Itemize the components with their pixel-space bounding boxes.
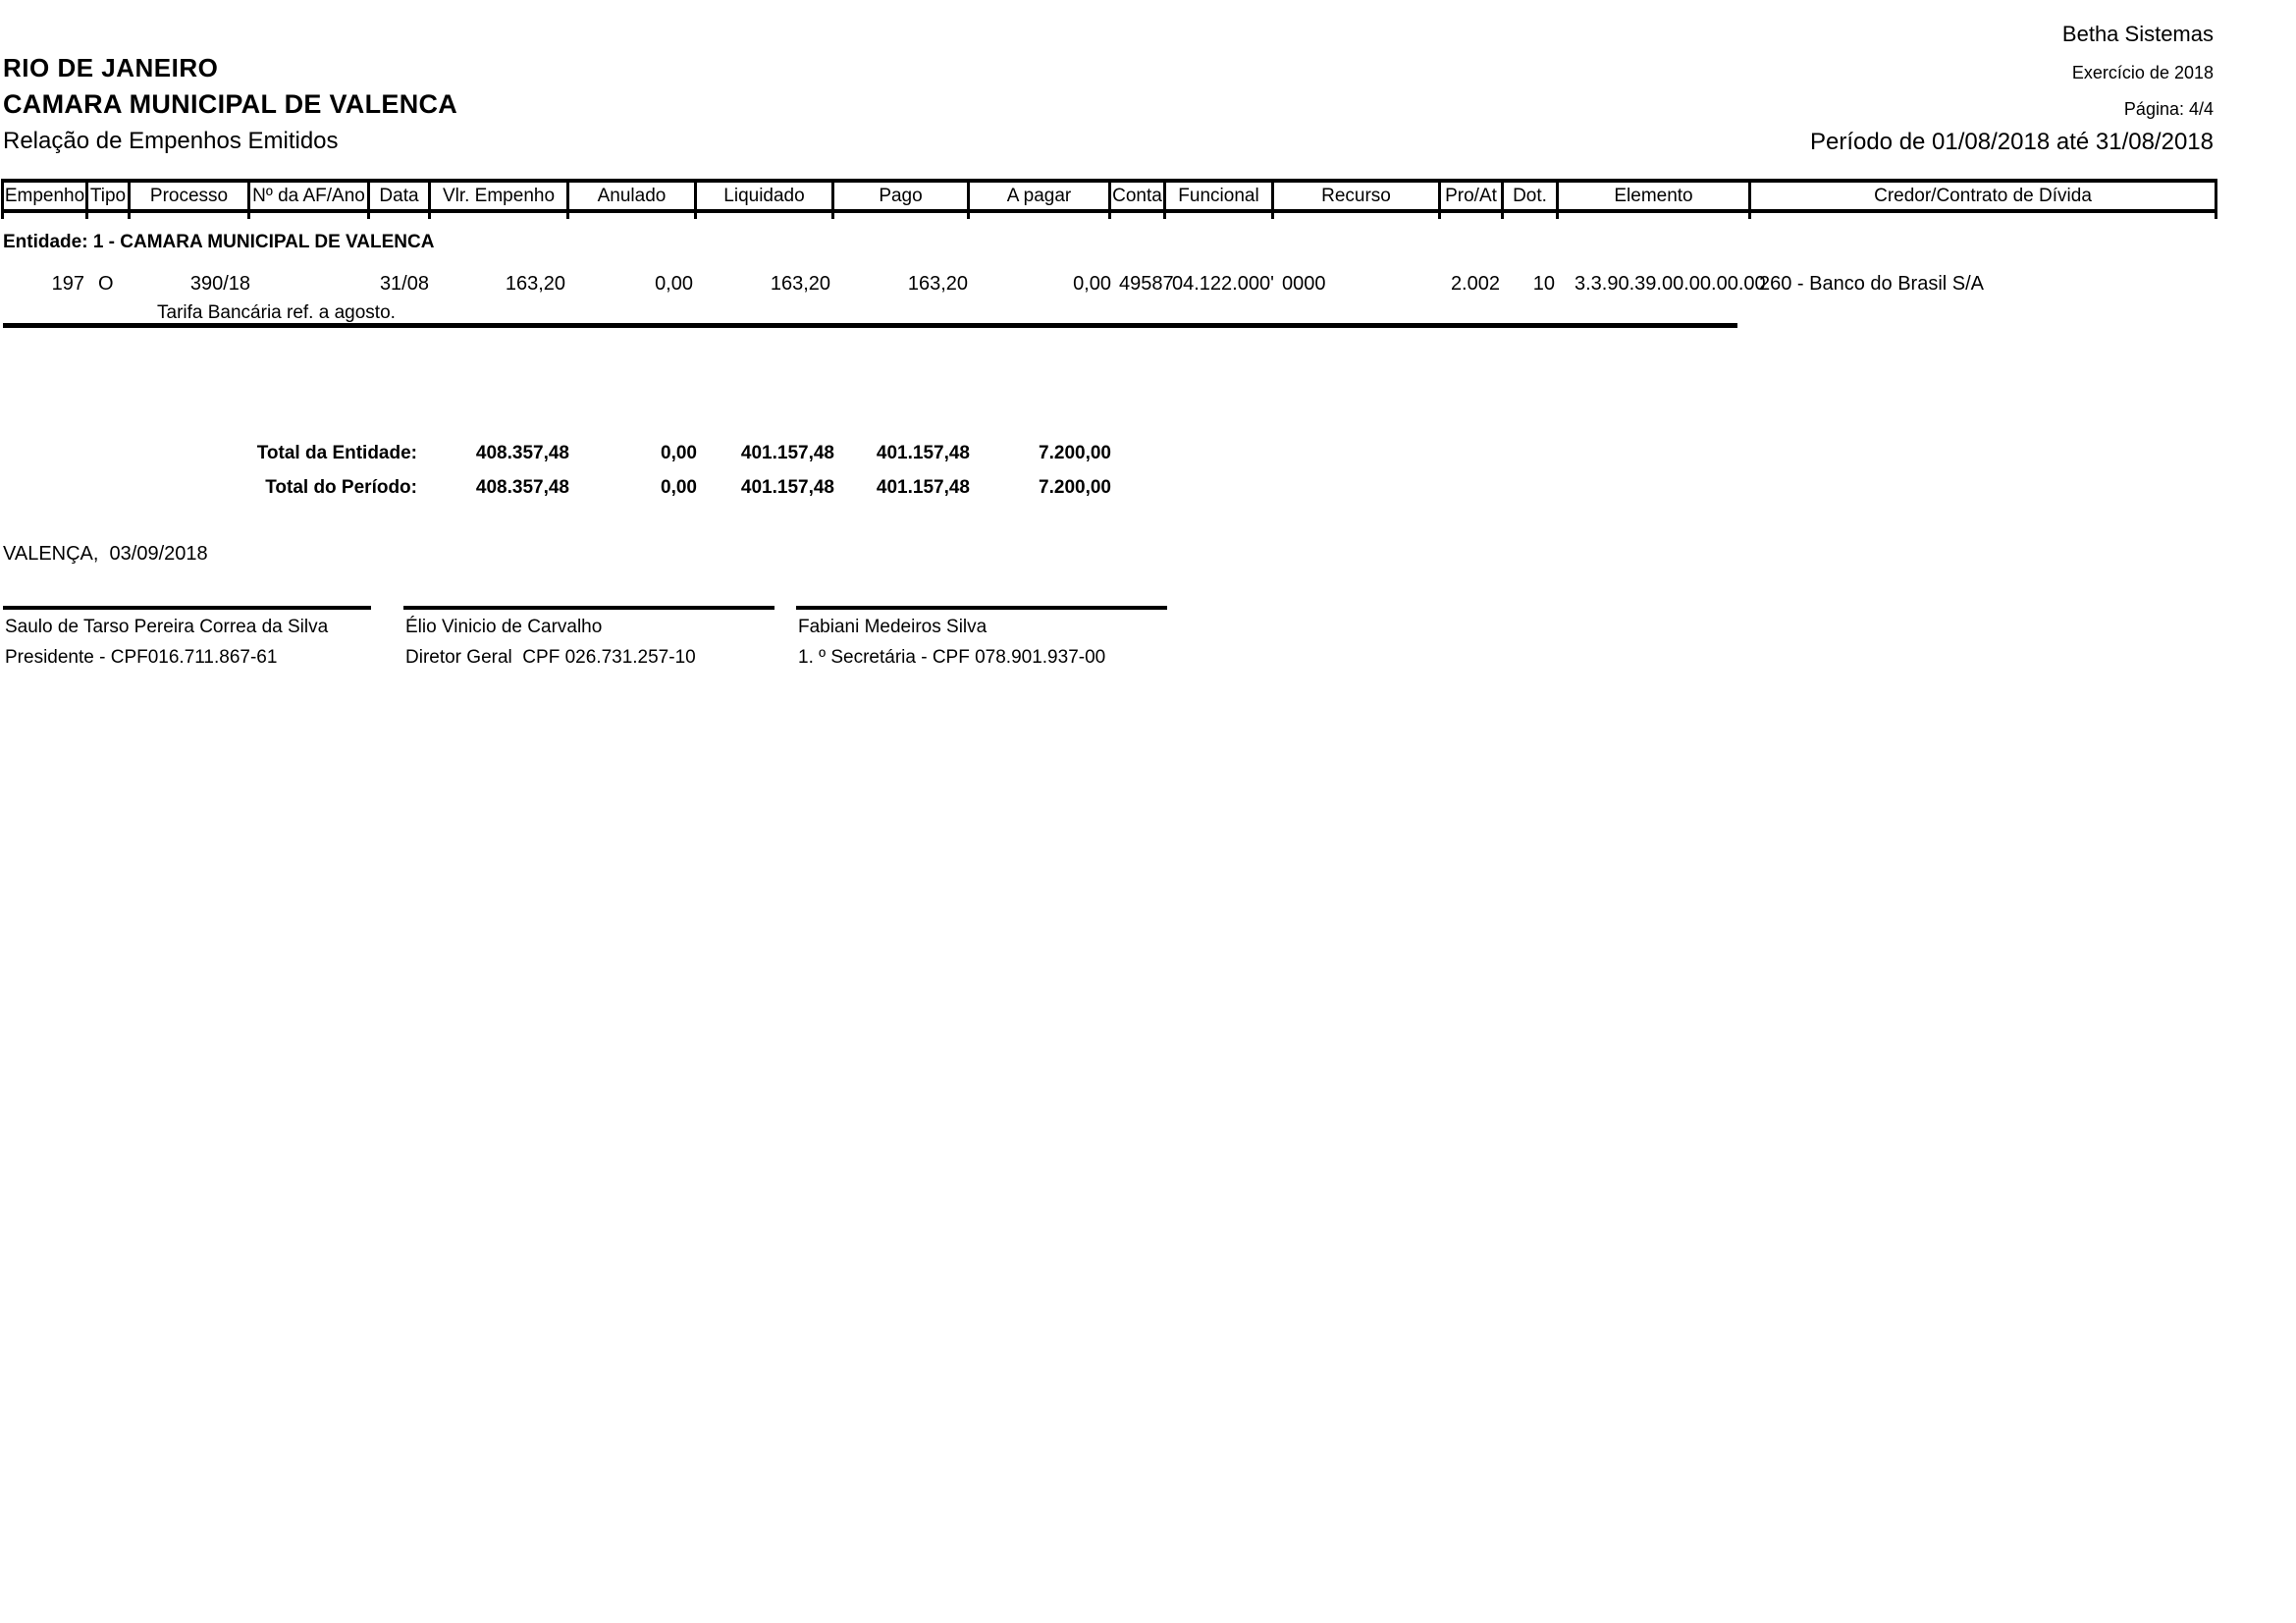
- col-header-elemento: Elemento: [1559, 183, 1751, 209]
- cell-processo: 390/18: [189, 273, 250, 295]
- col-header-pago: Pago: [834, 183, 970, 209]
- signature-name: Fabiani Medeiros Silva: [798, 617, 988, 637]
- cell-pago: 163,20: [907, 273, 968, 295]
- totals-period-pago: 401.157,48: [876, 477, 970, 498]
- col-header-liquidado: Liquidado: [697, 183, 834, 209]
- col-header-conta: Conta: [1111, 183, 1166, 209]
- totals-period-label: Total do Período:: [265, 477, 417, 498]
- page-number: Página: 4/4: [2123, 99, 2214, 119]
- col-header-af-ano: Nº da AF/Ano: [250, 183, 370, 209]
- signature-role: Diretor Geral CPF 026.731.257-10: [405, 647, 696, 668]
- signature-line: [3, 606, 371, 610]
- period-label: Período de 01/08/2018 até 31/08/2018: [1809, 129, 2214, 155]
- cell-liquidado: 163,20: [770, 273, 830, 295]
- cell-anulado: 0,00: [655, 273, 693, 295]
- totals-entity-vlr-empenho: 408.357,48: [475, 443, 569, 463]
- col-header-dot: Dot.: [1504, 183, 1559, 209]
- exercise-label: Exercício de 2018: [2071, 63, 2214, 82]
- signature-line: [403, 606, 774, 610]
- col-header-anulado: Anulado: [569, 183, 697, 209]
- cell-dot: 10: [1532, 273, 1555, 295]
- col-header-funcional: Funcional: [1166, 183, 1274, 209]
- totals-entity-row: [4, 442, 1111, 464]
- col-header-a-pagar: A pagar: [970, 183, 1111, 209]
- report-title: Relação de Empenhos Emitidos: [3, 128, 339, 154]
- totals-entity-anulado: 0,00: [661, 443, 697, 463]
- totals-period-row: [4, 476, 1111, 499]
- col-header-pro-at: Pro/At: [1441, 183, 1504, 209]
- vendor-name: Betha Sistemas: [2061, 22, 2214, 46]
- signature-role: Presidente - CPF016.711.867-61: [5, 647, 278, 668]
- totals-period-anulado: 0,00: [661, 477, 697, 498]
- cell-a-pagar: 0,00: [1073, 273, 1111, 295]
- totals-period-a-pagar: 7.200,00: [1039, 477, 1111, 498]
- signature-role: 1. º Secretária - CPF 078.901.937-00: [798, 647, 1106, 668]
- signature-name: Élio Vinicio de Carvalho: [405, 617, 603, 637]
- row-description: Tarifa Bancária ref. a agosto.: [157, 302, 396, 323]
- cell-empenho: 197: [51, 273, 84, 295]
- table-row: [4, 272, 2215, 296]
- org-name: CAMARA MUNICIPAL DE VALENCA: [3, 89, 458, 119]
- place-date: VALENÇA, 03/09/2018: [3, 543, 208, 565]
- org-state: RIO DE JANEIRO: [3, 53, 219, 82]
- cell-credor: 260 - Banco do Brasil S/A: [1759, 273, 1985, 295]
- row-divider-rule: [3, 323, 1737, 328]
- col-header-processo: Processo: [131, 183, 250, 209]
- col-header-credor: Credor/Contrato de Dívida: [1874, 186, 2092, 206]
- table-header-row: [1, 179, 2217, 213]
- cell-funcional: 04.122.000': [1172, 273, 1274, 295]
- cell-conta: 49587: [1119, 273, 1174, 295]
- cell-pro-at: 2.002: [1450, 273, 1500, 295]
- signature-name: Saulo de Tarso Pereira Correa da Silva: [5, 617, 329, 637]
- totals-period-vlr-empenho: 408.357,48: [475, 477, 569, 498]
- cell-recurso: 0000: [1282, 273, 1326, 295]
- cell-elemento: 3.3.90.39.00.00.00.00: [1575, 273, 1766, 295]
- entity-header: Entidade: 1 - CAMARA MUNICIPAL DE VALENCA: [3, 232, 435, 252]
- totals-entity-pago: 401.157,48: [876, 443, 970, 463]
- col-header-data: Data: [370, 183, 431, 209]
- cell-data: 31/08: [379, 273, 429, 295]
- totals-period-liquidado: 401.157,48: [740, 477, 834, 498]
- col-header-recurso: Recurso: [1274, 183, 1441, 209]
- col-header-vlr-empenho: Vlr. Empenho: [431, 183, 569, 209]
- signature-line: [796, 606, 1167, 610]
- table-header-ticks: [1, 212, 2217, 219]
- totals-entity-liquidado: 401.157,48: [740, 443, 834, 463]
- totals-entity-label: Total da Entidade:: [256, 443, 417, 463]
- totals-entity-a-pagar: 7.200,00: [1039, 443, 1111, 463]
- cell-tipo: O: [98, 273, 114, 295]
- cell-af-ano: [250, 272, 370, 296]
- col-header-tipo: Tipo: [88, 183, 131, 209]
- cell-vlr-empenho: 163,20: [505, 273, 565, 295]
- col-header-empenho: Empenho: [4, 183, 88, 209]
